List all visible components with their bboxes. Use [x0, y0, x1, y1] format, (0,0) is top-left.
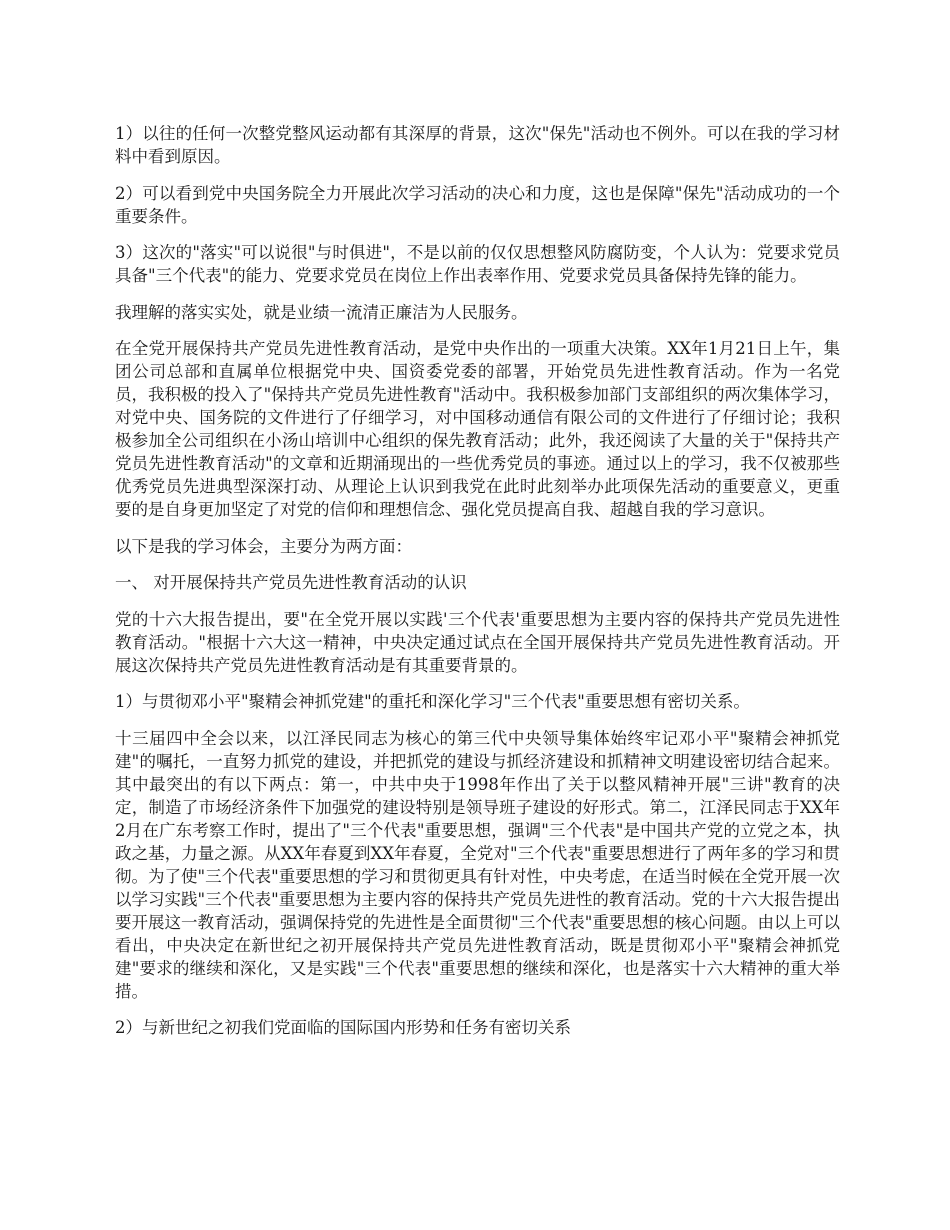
paragraph-understanding: 我理解的落实实处，就是业绩一流清正廉洁为人民服务。 — [115, 302, 528, 322]
subheading-1: 1）与贯彻邓小平"聚精会神抓党建"的重托和深化学习"三个代表"重要思想有密切关系。 — [115, 692, 750, 711]
paragraph-summary-lead: 以下是我的学习体会，主要分为两方面： — [115, 536, 412, 556]
paragraph-report-background: 党的十六大报告提出，要"在全党开展以实践'三个代表'重要思想为主要内容的保持共产党员先进性教育活动。"根据十六大这一精神，中央决定通过试点在全国开展保持共产党员先进性教育活动。开展这次保持共产党员先进性教育活动是有其重要背景的。 — [115, 609, 840, 675]
paragraph-point-2: 2）可以看到党中央国务院全力开展此次学习活动的决心和力度，这也是保障"保先"活动成功的一个重要条件。 — [115, 183, 840, 226]
paragraph-activity-intro: 在全党开展保持共产党员先进性教育活动，是党中央作出的一项重大决策。XX年1月21日上午，集团公司总部和直属单位根据党中央、国资委党委的部署，开始党员先进性教育活动。作为一名党员，我积极的投入了"保持共产党员先进性教育"活动中。我积极参加部门支部组织的两次集体学习，对党中央、国务院的文件进行了仔细学习，对中国移动通信有限公司的文件进行了仔细讨论；我积极参加全公司组织在小汤山培训中心组织的保先教育活动；此外，我还阅读了大量的关于"保持共产党员先进性教育活动"的文章和近期涌现出的一些优秀党员的事迹。通过以上的学习，我不仅被那些优秀党员先进典型深深打动、从理论上认识到我党在此时此刻举办此项保先活动的重要意义，更重要的是自身更加坚定了对党的信仰和理想信念、强化党员提高自我、超越自我的学习意识。 — [115, 339, 840, 519]
section-heading-1: 一、 对开展保持共产党员先进性教育活动的认识 — [115, 573, 467, 592]
paragraph-history: 十三届四中全会以来，以江泽民同志为核心的第三代中央领导集体始终牢记邓小平"聚精会神抓党建"的嘱托，一直努力抓党的建设，并把抓党的建设与抓经济建设和抓精神文明建设密切结合起来。其中最突出的有以下两点：第一，中共中央于1998年作出了关于以整风精神开展"三讲"教育的决定，制造了市场经济条件下加强党的建设特别是领导班子建设的好形式。第二，江泽民同志于XX年2月在广东考察工作时，提出了"三个代表"重要思想，强调"三个代表"是中国共产党的立党之本，执政之基，力量之源。从XX年春夏到XX年春夏，全党对"三个代表"重要思想进行了两年多的学习和贯彻。为了使"三个代表"重要思想的学习和贯彻更具有针对性，中央考虑，在适当时候在全党开展一次以学习实践"三个代表"重要思想为主要内容的保持共产党员先进性的教育活动。党的十六大报告提出要开展这一教育活动，强调保持党的先进性是全面贯彻"三个代表"重要思想的核心问题。由以上可以看出，中央决定在新世纪之初开展保持共产党员先进性教育活动，既是贯彻邓小平"聚精会神抓党建"要求的继续和深化，又是实践"三个代表"重要思想的继续和深化，也是落实十六大精神的重大举措。 — [115, 728, 840, 1001]
subheading-2: 2）与新世纪之初我们党面临的国际国内形势和任务有密切关系 — [115, 1018, 571, 1037]
paragraph-point-3: 3）这次的"落实"可以说很"与时俱进"，不是以前的仅仅思想整风防腐防变，个人认为：党要求党员具备"三个代表"的能力、党要求党员在岗位上作出表率作用、党要求党员具备保持先锋的能力。 — [115, 243, 840, 285]
document-body — [115, 122, 840, 1053]
paragraph-point-1: 1）以往的任何一次整党整风运动都有其深厚的背景，这次"保先"活动也不例外。可以在我的学习材料中看到原因。 — [115, 124, 840, 166]
